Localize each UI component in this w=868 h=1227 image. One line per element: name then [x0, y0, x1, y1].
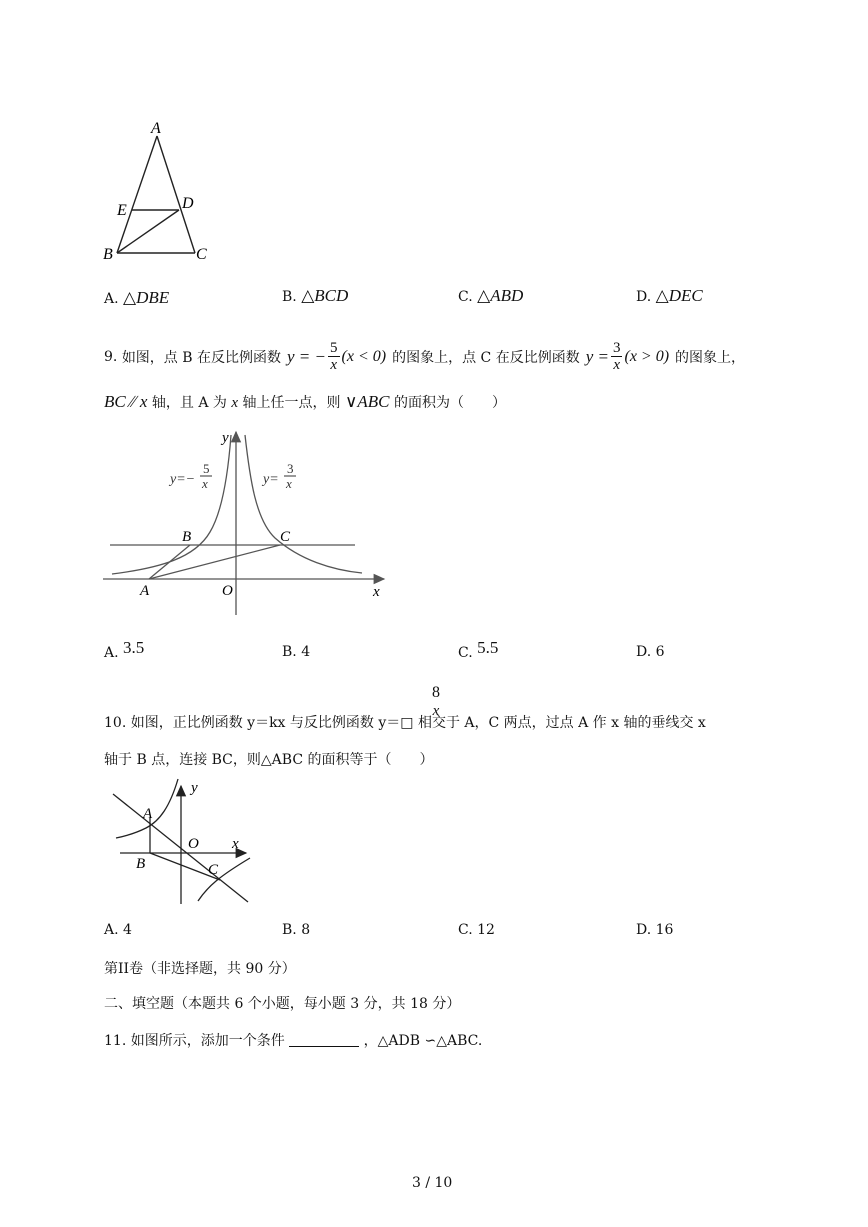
- q8-option-b[interactable]: [282, 286, 348, 306]
- label-c: C: [208, 862, 219, 878]
- label-c: C: [280, 529, 291, 545]
- label-e: E: [117, 202, 127, 219]
- right-branch-curve: [245, 435, 362, 573]
- option-value: 5.5: [477, 638, 499, 657]
- option-letter: B.: [282, 644, 297, 660]
- hyperbola-figure-q10: [108, 776, 258, 908]
- q9-option-c[interactable]: [458, 638, 499, 662]
- q9-line2-text2: 轴上任一点，则: [242, 395, 341, 411]
- q9-line2-text1: 轴，且 A 为: [151, 395, 227, 411]
- part-title: 二、填空题（本题共 6 个小题，每小题 3 分，共 18 分）: [104, 996, 461, 1012]
- label-b: B: [103, 246, 113, 263]
- option-value: 12: [477, 922, 495, 938]
- hyperbola-figure-q9: [100, 420, 400, 625]
- option-letter: A.: [104, 922, 119, 938]
- q9-line2-triangle: ∨ABC: [344, 392, 390, 411]
- label-c: C: [196, 246, 207, 263]
- option-letter: A.: [104, 291, 119, 307]
- option-letter: C.: [458, 645, 473, 661]
- option-letter: C.: [458, 289, 473, 305]
- q9-f2-fraction: $\frac{3}{x}$: [612, 340, 621, 373]
- q11: [104, 1030, 482, 1050]
- label-o: O: [188, 836, 199, 852]
- q10-frac-num: 8: [432, 684, 440, 701]
- left-branch-curve: [112, 435, 231, 574]
- section-title: 第II卷（非选择题，共 90 分）: [104, 961, 296, 977]
- option-value: △BCD: [301, 286, 349, 305]
- option-value: 16: [655, 922, 674, 938]
- q9-option-b[interactable]: [282, 644, 310, 660]
- q11-before: 11. 如图所示，添加一个条件: [104, 1033, 285, 1049]
- q10-option-b[interactable]: [282, 922, 310, 938]
- option-letter: B.: [282, 922, 297, 938]
- option-letter: B.: [282, 289, 297, 305]
- q9-option-a[interactable]: [104, 638, 145, 662]
- q10-frac-den: x: [432, 703, 440, 719]
- q9-text2: 的图象上，点 C 在反比例函数: [392, 349, 580, 366]
- q9-f1-condition: (x < 0): [341, 347, 387, 365]
- q9-line1: [104, 340, 745, 373]
- q9-line2-x: x: [231, 395, 239, 411]
- triangle-figure-q8: [100, 118, 220, 268]
- q9-f2-lhs: y =: [585, 346, 609, 366]
- option-value: 3.5: [123, 638, 145, 657]
- q9-text1: 如图，点 B 在反比例函数: [121, 349, 282, 366]
- option-letter: D.: [636, 289, 652, 305]
- label-b: B: [136, 856, 146, 872]
- lower-branch-curve: [198, 858, 250, 901]
- right-formula-lhs: y=: [263, 472, 279, 487]
- q9-number: 9.: [104, 348, 118, 365]
- right-formula-den: x: [286, 476, 292, 491]
- q9-text3: 的图象上，: [675, 349, 746, 366]
- page-number: 3 / 10: [412, 1175, 453, 1191]
- answer-blank[interactable]: [289, 1032, 359, 1047]
- label-a: A: [143, 806, 153, 822]
- option-letter: A.: [104, 645, 119, 661]
- option-value: △DEC: [655, 286, 703, 305]
- label-d: D: [182, 195, 194, 212]
- q9-line2-text3: 的面积为（ ）: [393, 395, 506, 411]
- q10-option-d[interactable]: [636, 922, 673, 938]
- q9-f1-fraction: $\frac{5}{x}$: [330, 340, 338, 373]
- option-letter: D.: [636, 644, 652, 660]
- option-value: 6: [655, 644, 665, 660]
- label-o: O: [222, 583, 233, 599]
- option-letter: C.: [458, 922, 473, 938]
- q10-option-a[interactable]: [104, 922, 132, 938]
- right-formula-num: 3: [287, 461, 294, 476]
- q9-f1-lhs: y = −: [287, 346, 327, 366]
- label-x: x: [232, 836, 239, 852]
- option-letter: D.: [636, 922, 652, 938]
- q9-line2: [104, 392, 506, 412]
- q8-option-c[interactable]: [458, 286, 523, 306]
- q9-f2-condition: (x > 0): [624, 347, 670, 365]
- q10-line2: 轴于 B 点，连接 BC，则△ABC 的面积等于（ ）: [104, 752, 434, 768]
- option-value: 4: [123, 922, 132, 938]
- label-a: A: [151, 120, 161, 137]
- left-formula-den: x: [202, 476, 208, 491]
- option-value: 8: [301, 922, 311, 938]
- option-value: △DBE: [123, 288, 170, 307]
- option-value: △ABD: [477, 286, 524, 305]
- q10-line1: 10. 如图，正比例函数 y＝kx 与反比例函数 y＝□ 相交于 A，C 两点，过点 A 作 x 轴的垂线交 x: [104, 715, 706, 731]
- label-a: A: [140, 583, 150, 599]
- option-value: 4: [301, 644, 311, 660]
- label-b: B: [182, 529, 192, 545]
- q8-option-d[interactable]: [636, 286, 703, 306]
- q11-after: ，△ADB ∽△ABC.: [363, 1033, 483, 1049]
- label-y: y: [191, 780, 198, 796]
- label-x: x: [373, 584, 380, 600]
- q9-bc-parallel: BC ∕∕ x: [104, 392, 148, 411]
- q10-option-c[interactable]: [458, 922, 495, 938]
- label-y: y: [222, 430, 229, 446]
- q8-option-a[interactable]: [104, 288, 169, 308]
- left-formula-num: 5: [203, 461, 210, 476]
- left-formula-lhs: y=−: [170, 472, 196, 487]
- q9-option-d[interactable]: [636, 644, 665, 660]
